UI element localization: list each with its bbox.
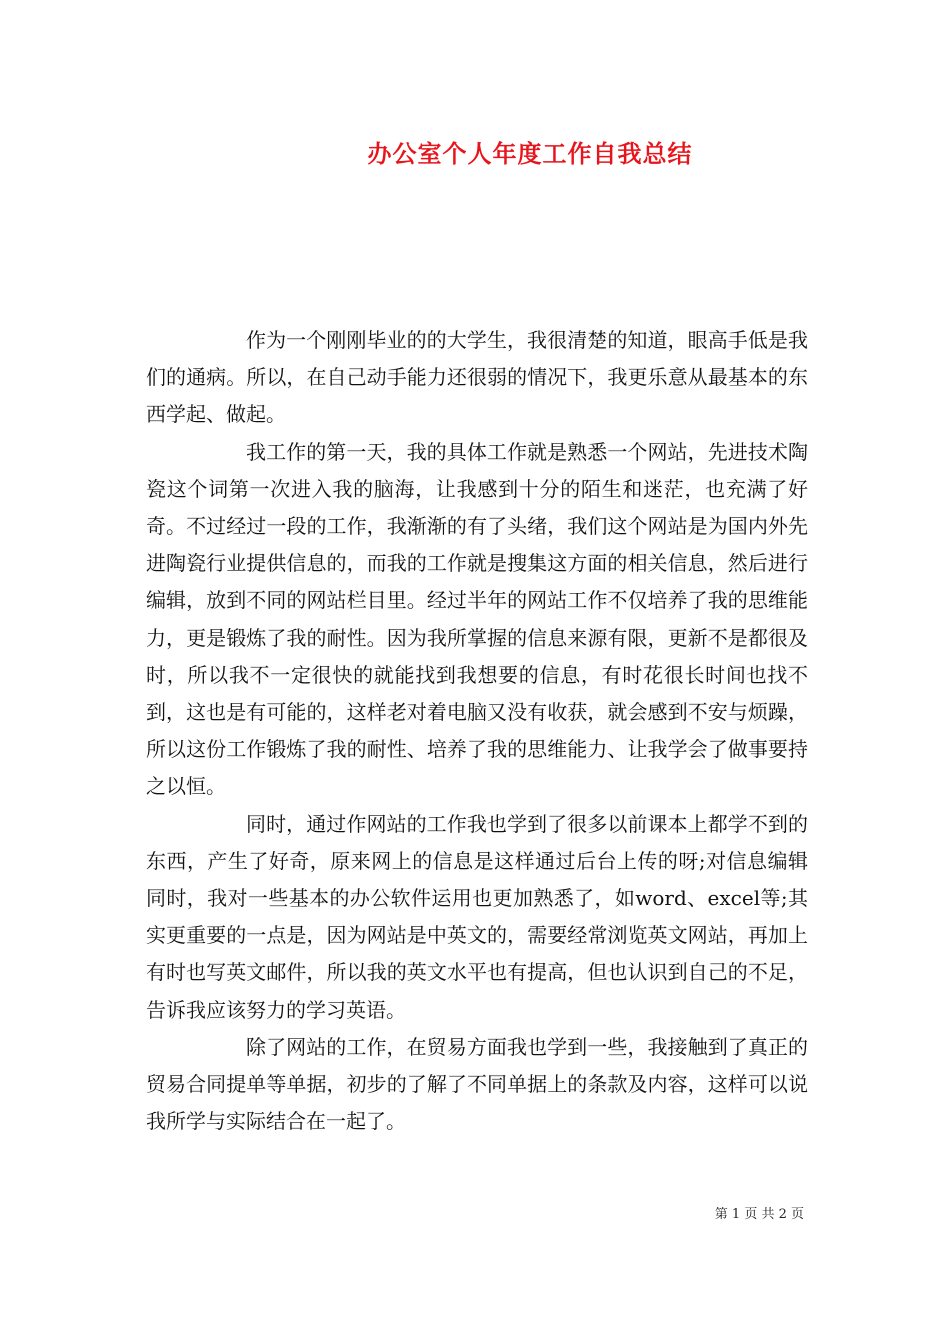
page-number-footer: 第 1 页 共 2 页	[714, 1207, 804, 1222]
document-body	[146, 322, 808, 1140]
paragraph: 同时，通过作网站的工作我也学到了很多以前课本上都学不到的东西，产生了好奇，原来网上的信息是这样通过后台上传的呀;对信息编辑同时，我对一些基本的办公软件运用也更加熟悉了，如word、excel等;其实更重要的一点是，因为网站是中英文的，需要经常浏览英文网站，再加上有时也写英文邮件，所以我的英文水平也有提高，但也认识到自己的不足，告诉我应该努力的学习英语。	[146, 811, 808, 1022]
paragraph: 我工作的第一天，我的具体工作就是熟悉一个网站，先进技术陶瓷这个词第一次进入我的脑海，让我感到十分的陌生和迷茫，也充满了好奇。不过经过一段的工作，我渐渐的有了头绪，我们这个网站是为国内外先进陶瓷行业提供信息的，而我的工作就是搜集这方面的相关信息，然后进行编辑，放到不同的网站栏目里。经过半年的网站工作不仅培养了我的思维能力，更是锻炼了我的耐性。因为我所掌握的信息来源有限，更新不是都很及时，所以我不一定很快的就能找到我想要的信息，有时花很长时间也找不到，这也是有可能的，这样老对着电脑又没有收获，就会感到不安与烦躁，所以这份工作锻炼了我的耐性、培养了我的思维能力、让我学会了做事要持之以恒。	[146, 439, 808, 799]
paragraph: 除了网站的工作，在贸易方面我也学到一些，我接触到了真正的贸易合同提单等单据，初步的了解了不同单据上的条款及内容，这样可以说我所学与实际结合在一起了。	[146, 1034, 808, 1134]
document-title: 办公室个人年度工作自我总结	[367, 139, 693, 168]
paragraph: 作为一个刚刚毕业的的大学生，我很清楚的知道，眼高手低是我们的通病。所以，在自己动手能力还很弱的情况下，我更乐意从最基本的东西学起、做起。	[146, 328, 808, 427]
